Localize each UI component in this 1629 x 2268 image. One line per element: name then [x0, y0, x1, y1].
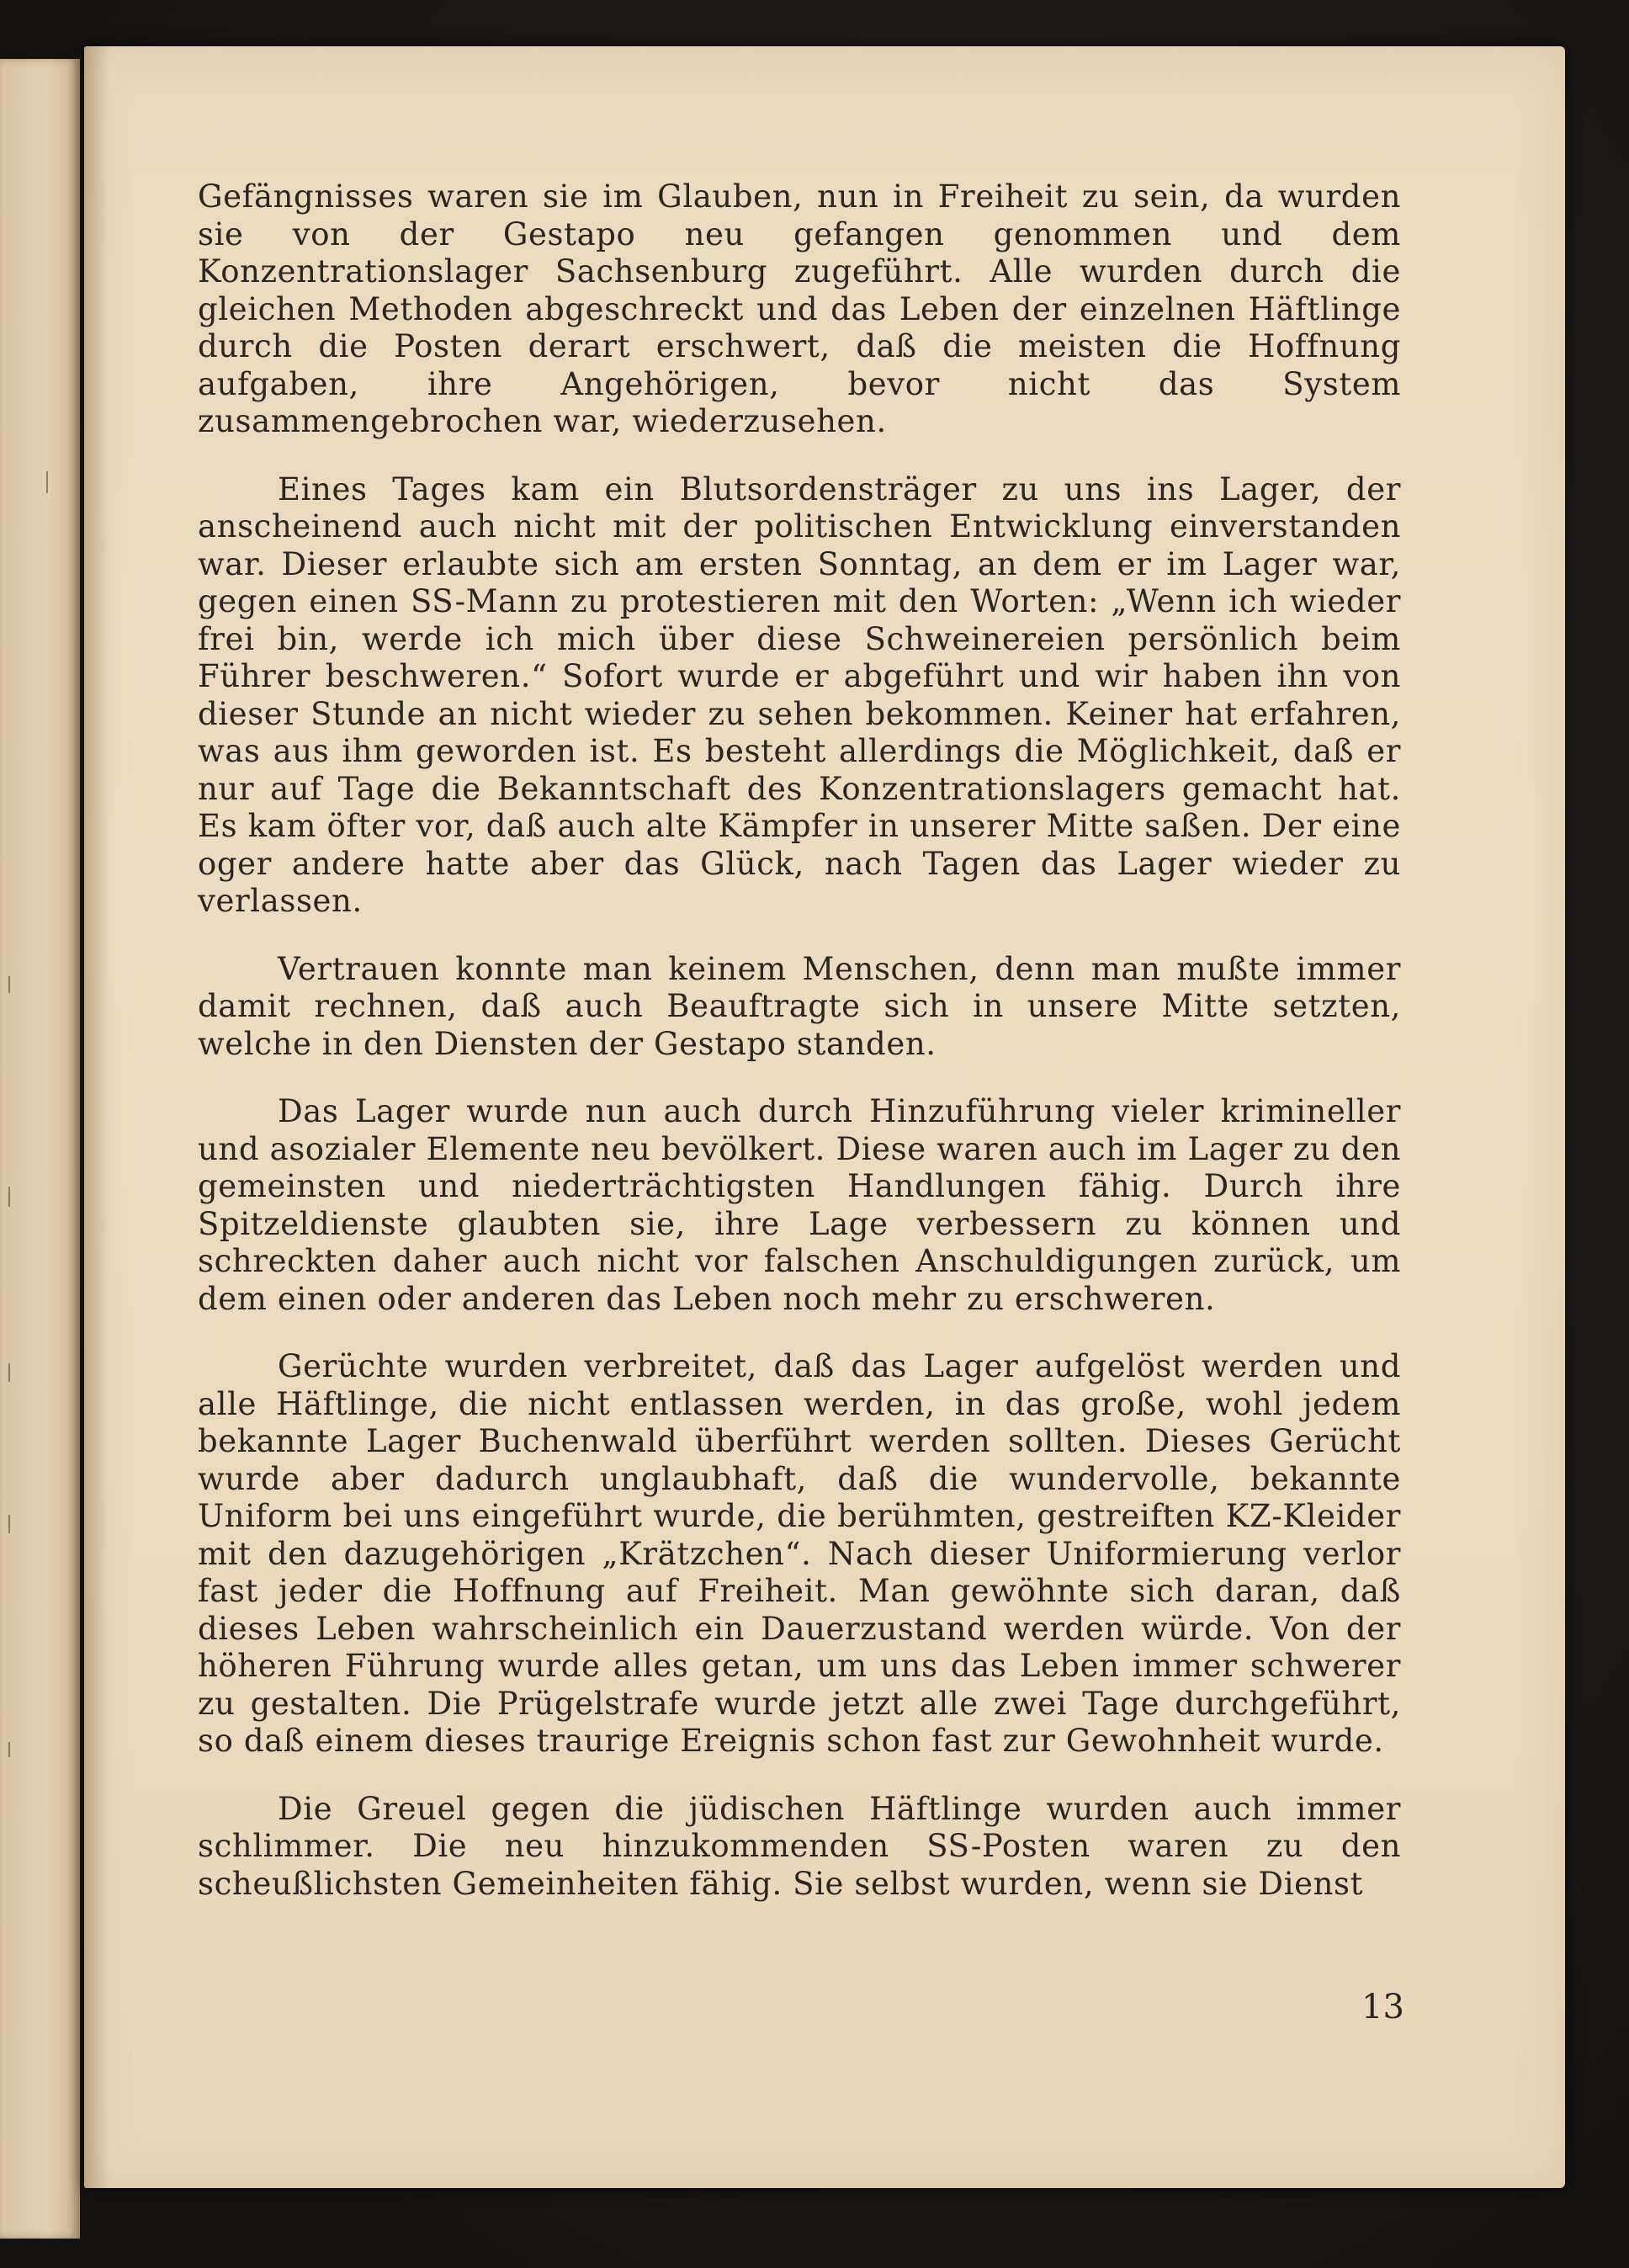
- previous-page-edge: [0, 59, 80, 2239]
- paragraph: Das Lager wurde nun auch durch Hinzuführung vieler krimineller und asozialer Elemente neu bevölkert. Diese waren auch im Lager zu den gemeinsten und niederträchtigsten Handlungen fähig. Durch ihre Spitzeldienste glaubten sie, ihre Lage verbessern zu können und schreckten daher auch nicht vor falschen Anschuldigungen zurück, um dem einen oder anderen das Leben noch mehr zu erschweren.: [198, 1093, 1401, 1317]
- page-number: 13: [1361, 1988, 1404, 2026]
- paragraph: Die Greuel gegen die jüdischen Häftlinge wurden auch immer schlimmer. Die neu hinzukommenden SS-Posten waren zu den scheußlichsten Gemeinheiten fähig. Sie selbst wurden, wenn sie Dienst: [198, 1790, 1401, 1902]
- body-text: [198, 178, 1401, 1933]
- page-gutter-shadow: [84, 46, 109, 2188]
- paragraph: Gefängnisses waren sie im Glauben, nun in Freiheit zu sein, da wurden sie von der Gestapo neu gefangen genommen und dem Konzentrationslager Sachsenburg zugeführt. Alle wurden durch die gleichen Methoden abgeschreckt und das Leben der einzelnen Häftlinge durch die Posten derart erschwert, daß die meisten die Hoffnung aufgaben, ihre Angehörigen, bevor nicht das System zusammengebrochen war, wiederzusehen.: [198, 178, 1401, 439]
- paragraph: Eines Tages kam ein Blutsordensträger zu uns ins Lager, der anscheinend auch nicht mit der politischen Entwicklung einverstanden war. Dieser erlaubte sich am ersten Sonntag, an dem er im Lager war, gegen einen SS-Mann zu protestieren mit den Worten: „Wenn ich wieder frei bin, werde ich mich über diese Schweinereien persönlich beim Führer beschweren.“ Sofort wurde er abgeführt und wir haben ihn von dieser Stunde an nicht wieder zu sehen bekommen. Keiner hat erfahren, was aus ihm geworden ist. Es besteht allerdings die Möglichkeit, daß er nur auf Tage die Bekanntschaft des Konzentrationslagers gemacht hat. Es kam öfter vor, daß auch alte Kämpfer in unserer Mitte saßen. Der eine oger andere hatte aber das Glück, nach Tagen das Lager wieder zu verlassen.: [198, 470, 1401, 919]
- paragraph: Vertrauen konnte man keinem Menschen, denn man mußte immer damit rechnen, daß auch Beauftragte sich in unsere Mitte setzten, welche in den Diensten der Gestapo standen.: [198, 950, 1401, 1062]
- paragraph: Gerüchte wurden verbreitet, daß das Lager aufgelöst werden und alle Häftlinge, die nicht entlassen werden, in das große, wohl jedem bekannte Lager Buchenwald überführt werden sollten. Dieses Gerücht wurde aber dadurch unglaubhaft, daß die wundervolle, bekannte Uniform bei uns eingeführt wurde, die berühmten, gestreiften KZ-Kleider mit den dazugehörigen „Krätzchen“. Nach dieser Uniformierung verlor fast jeder die Hoffnung auf Freiheit. Man gewöhnte sich daran, daß dieses Leben wahrscheinlich ein Dauerzustand werden würde. Von der höheren Führung wurde alles getan, um uns das Leben immer schwerer zu gestalten. Die Prügelstrafe wurde jetzt alle zwei Tage durchgeführt, so daß einem dieses traurige Ereignis schon fast zur Gewohnheit wurde.: [198, 1348, 1401, 1759]
